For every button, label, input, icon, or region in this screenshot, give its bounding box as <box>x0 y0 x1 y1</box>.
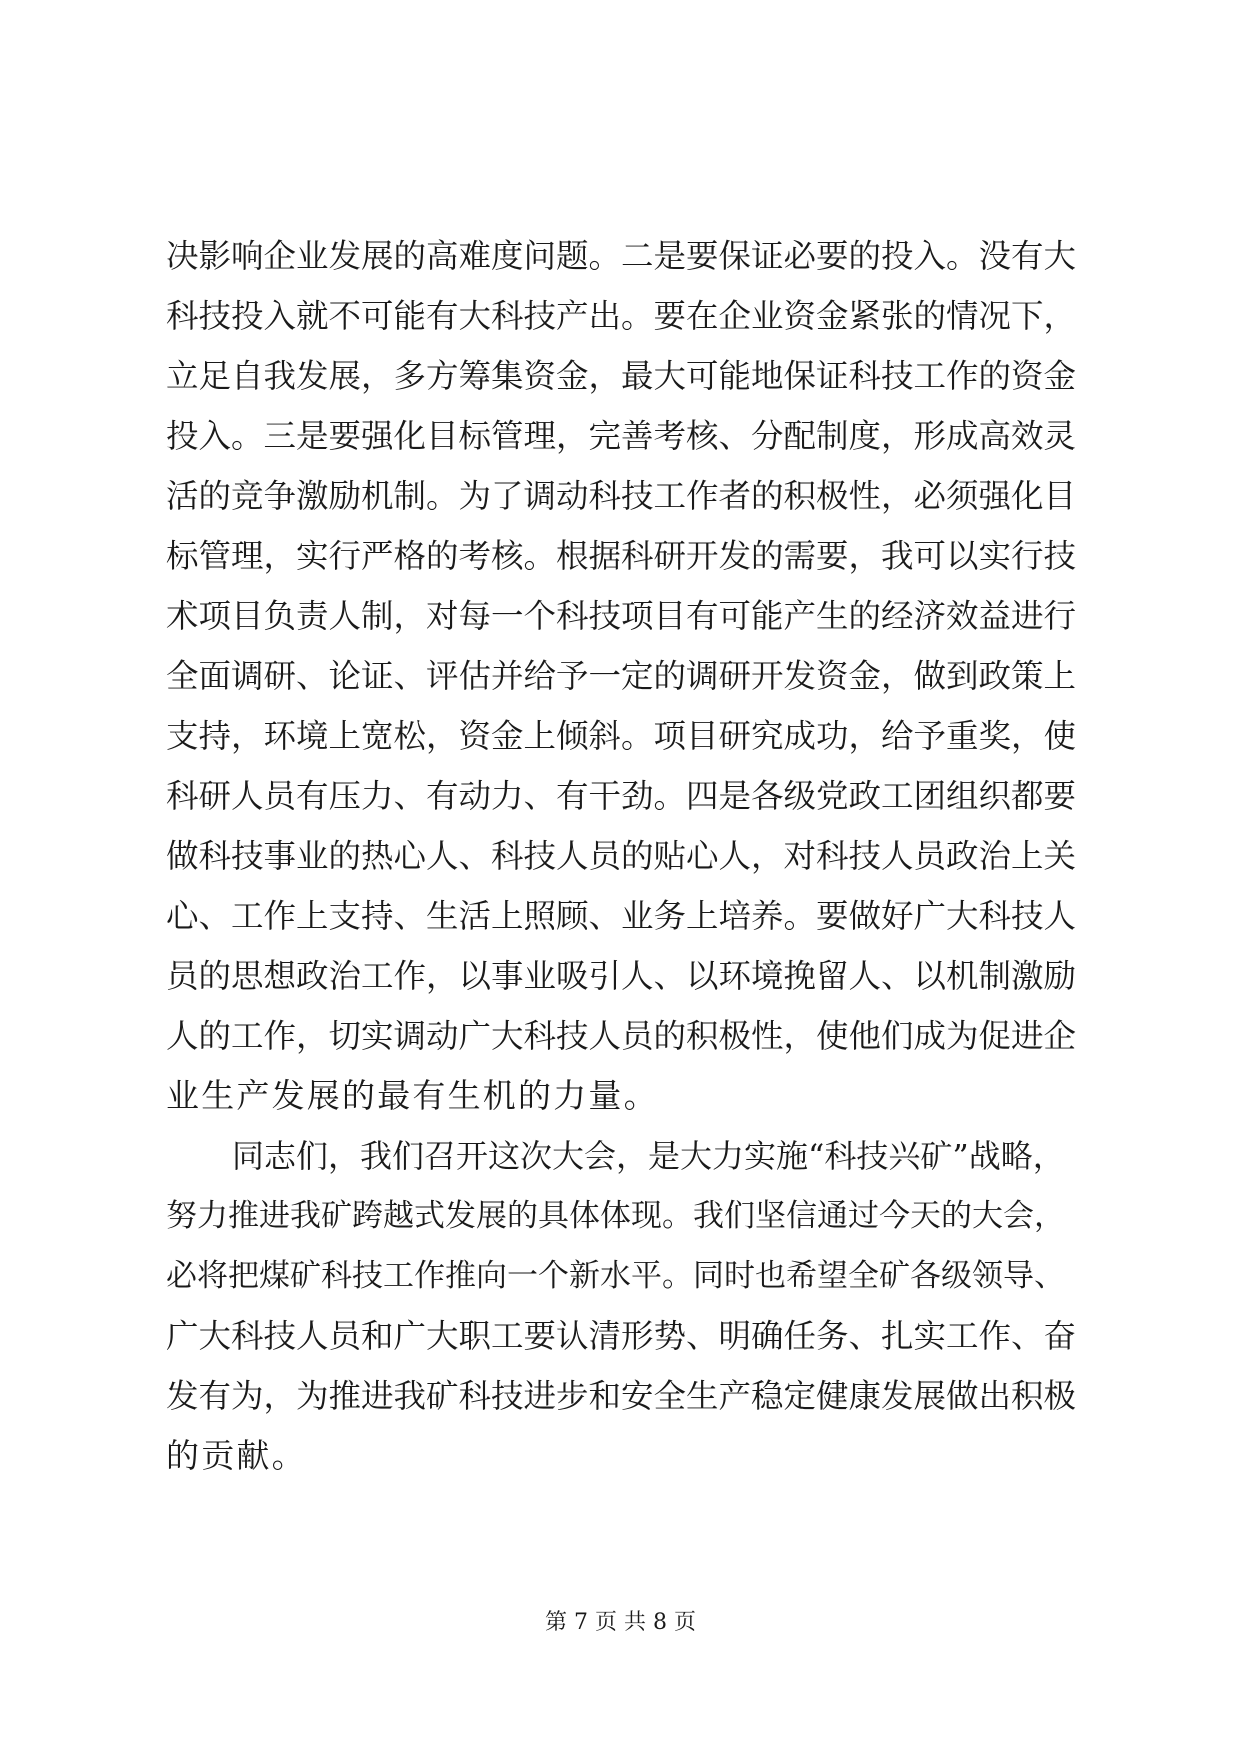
text-line: 科技投入就不可能有大科技产出。要在企业资金紧张的情况下， <box>166 297 1077 335</box>
text-line: 必将把煤矿科技工作推向一个新水平。同时也希望全矿各级领导、 <box>166 1258 1065 1294</box>
text-line: 决影响企业发展的高难度问题。二是要保证必要的投入。没有大 <box>166 237 1077 275</box>
body-text <box>166 226 1076 1486</box>
text-line: 发有为，为推进我矿科技进步和安全生产稳定健康发展做出积极 <box>166 1377 1077 1415</box>
text-line: 员的思想政治工作，以事业吸引人、以环境挽留人、以机制激励 <box>166 957 1077 995</box>
text-line: 术项目负责人制，对每一个科技项目有可能产生的经济效益进行 <box>166 597 1077 635</box>
text-line: 投入。三是要强化目标管理，完善考核、分配制度，形成高效灵 <box>166 417 1077 455</box>
text-line: 立足自我发展，多方筹集资金，最大可能地保证科技工作的资金 <box>166 357 1077 395</box>
text-line: 广大科技人员和广大职工要认清形势、明确任务、扎实工作、奋 <box>166 1317 1077 1355</box>
text-line: 全面调研、论证、评估并给予一定的调研开发资金，做到政策上 <box>166 657 1077 695</box>
text-line: 活的竞争激励机制。为了调动科技工作者的积极性，必须强化目 <box>166 477 1077 515</box>
text-line: 人的工作，切实调动广大科技人员的积极性，使他们成为促进企 <box>166 1017 1077 1055</box>
text-line: 科研人员有压力、有动力、有干劲。四是各级党政工团组织都要 <box>166 777 1077 815</box>
text-line: 努力推进我矿跨越式发展的具体体现。我们坚信通过今天的大会， <box>166 1198 1065 1234</box>
paragraph-start-line: 同志们，我们召开这次大会，是大力实施“科技兴矿”战略， <box>232 1137 1065 1175</box>
page-number-footer: 第 7 页 共 8 页 <box>545 1610 696 1635</box>
text-line: 业生产发展的最有生机的力量。 <box>166 1076 659 1115</box>
text-line: 心、工作上支持、生活上照顾、业务上培养。要做好广大科技人 <box>166 897 1077 935</box>
text-line: 支持，环境上宽松，资金上倾斜。项目研究成功，给予重奖，使 <box>166 717 1077 755</box>
text-line: 做科技事业的热心人、科技人员的贴心人，对科技人员政治上关 <box>166 837 1077 875</box>
text-line: 标管理，实行严格的考核。根据科研开发的需要，我可以实行技 <box>166 537 1077 575</box>
text-line: 的贡献。 <box>166 1436 307 1475</box>
